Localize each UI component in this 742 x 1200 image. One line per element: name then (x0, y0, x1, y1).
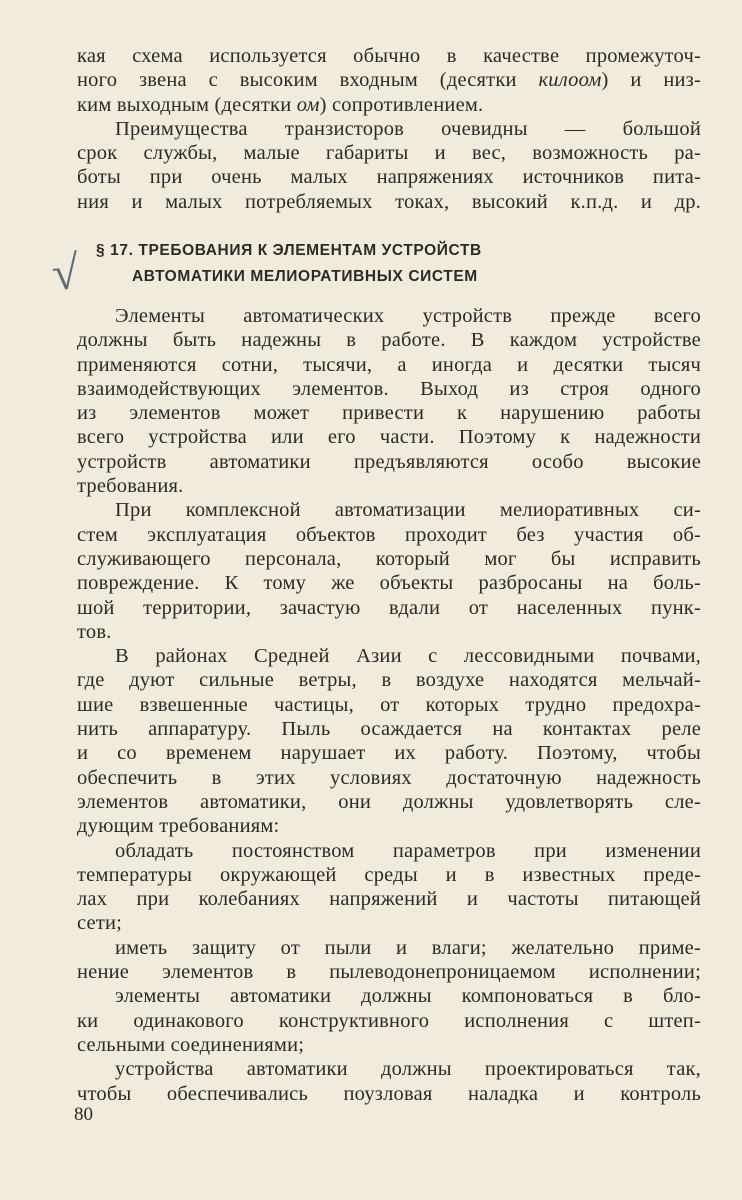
text-line: ки одинакового конструктивного исполнения с штеп- (77, 1009, 701, 1032)
text-line: шие взвешенные частицы, от которых трудно предохра- (77, 693, 701, 716)
text-line: иметь защиту от пыли и влаги; желательно приме- (115, 936, 701, 959)
text-line: взаимодействующих элементов. Выход из строя одного (77, 377, 701, 400)
text-line: Преимущества транзисторов очевидны — большой (115, 117, 701, 140)
text-line: ким выходным (десятки ом) сопротивлением. (77, 93, 484, 116)
text-line: обладать постоянством параметров при изменении (115, 839, 701, 862)
section-heading (96, 238, 482, 290)
text-line: элементов автоматики, они должны удовлетворять сле- (77, 790, 701, 813)
text-line: повреждение. К тому же объекты разбросаны на боль- (77, 572, 701, 595)
top-text (77, 44, 701, 214)
text-line: Элементы автоматических устройств прежде всего (115, 305, 701, 327)
text-line: В районах Средней Азии с лессовидными почвами, (115, 645, 701, 668)
text-line: элементы автоматики должны компоноваться в бло- (115, 985, 701, 1008)
text-line: стем эксплуатация объектов проходит без участия об- (77, 523, 701, 546)
text-line: чтобы обеспечивались поузловая наладка и контроль (77, 1082, 701, 1105)
text-line: срок службы, малые габариты и вес, возможность ра- (77, 142, 701, 165)
text-line: устройства автоматики должны проектироваться так, (115, 1058, 701, 1081)
text-line: служивающего персонала, который мог бы исправить (77, 547, 701, 570)
text-line: кая схема используется обычно в качестве промежуточ- (77, 45, 701, 67)
text-line: требования. (77, 475, 184, 498)
text-line: из элементов может привести к нарушению работы (77, 402, 701, 425)
text-line: лах при колебаниях напряжений и частоты питающей (77, 888, 701, 911)
text-line: При комплексной автоматизации мелиоративных си- (115, 499, 701, 522)
text-line: дующим требованиям: (77, 815, 280, 838)
text-line: температуры окружающей среды и в известных преде- (77, 863, 701, 886)
text-line: обеспечить в этих условиях достаточную надежность (77, 766, 701, 789)
handwritten-check-mark: √ (50, 246, 81, 301)
text-line: всего устройства или его части. Поэтому к надежности (77, 426, 701, 449)
text-line: сельными соединениями; (77, 1033, 305, 1056)
text-line: шой территории, зачастую вдали от населенных пунк- (77, 596, 701, 619)
text-line: устройств автоматики предъявляются особо высокие (77, 450, 701, 473)
body-text (77, 304, 701, 1106)
text-line: и со временем нарушает их работу. Поэтому, чтобы (77, 742, 701, 765)
text-line: ного звена с высоким входным (десятки килоом) и низ- (77, 69, 701, 92)
heading-line-1: § 17. ТРЕБОВАНИЯ К ЭЛЕМЕНТАМ УСТРОЙСТВ (96, 242, 482, 259)
text-line: тов. (77, 620, 112, 643)
text-line: нение элементов в пылеводонепроницаемом исполнении; (77, 961, 701, 984)
heading-line-2: АВТОМАТИКИ МЕЛИОРАТИВНЫХ СИСТЕМ (132, 268, 478, 285)
text-line: сети; (77, 912, 123, 935)
page-number: 80 (74, 1104, 93, 1125)
text-line: нить аппаратуру. Пыль осаждается на контактах реле (77, 718, 701, 741)
text-line: ния и малых потребляемых токах, высокий к.п.д. и др. (77, 190, 701, 213)
text-line: боты при очень малых напряжениях источников пита- (77, 166, 701, 189)
text-line: где дуют сильные ветры, в воздухе находятся мельчай- (77, 669, 701, 692)
text-line: должны быть надежны в работе. В каждом устройстве (77, 329, 701, 352)
text-line: применяются сотни, тысячи, а иногда и десятки тысяч (77, 353, 701, 376)
